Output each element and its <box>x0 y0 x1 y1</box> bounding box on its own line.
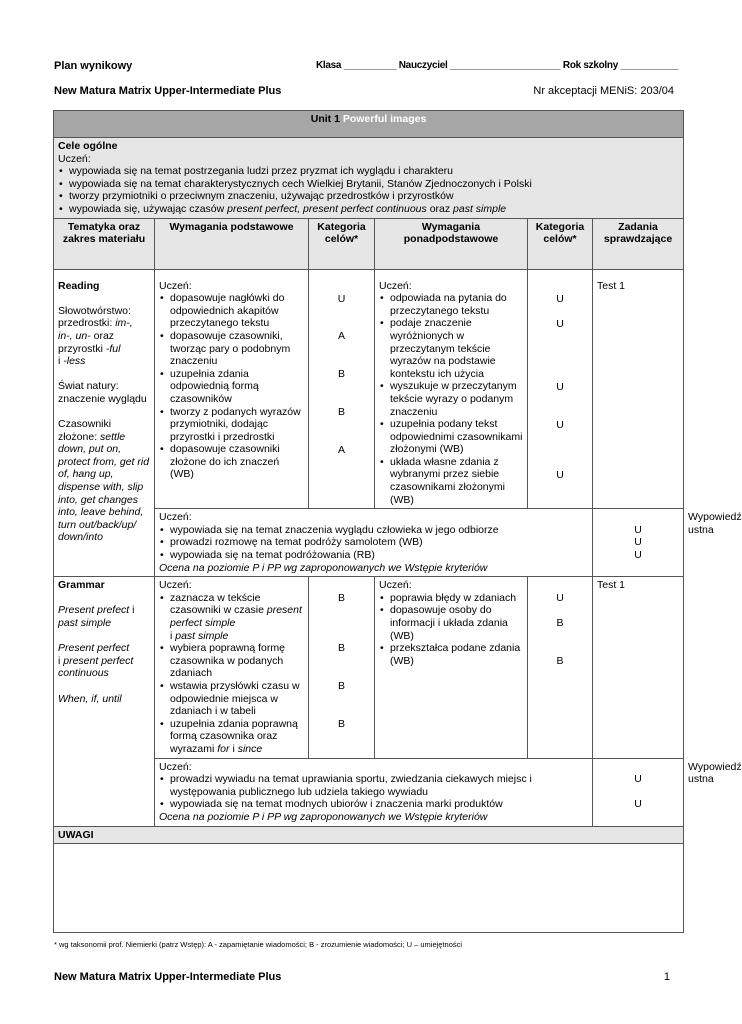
topic-line: i present perfect continuous <box>58 654 134 680</box>
general-goals-row <box>54 138 684 219</box>
goal-item: • wypowiada się na temat charakterystycznych cech Wielkiej Brytanii, Stanów Zjednoczonych i Polski <box>69 178 679 191</box>
speaking1-cell <box>155 509 528 577</box>
topic-line: przedrostki: im-, <box>58 317 133 330</box>
topic-line: przyrostki -ful <box>58 342 121 355</box>
grammar-topic-cell <box>54 577 155 826</box>
basic-intro: Uczeń: <box>159 579 192 592</box>
requirement-item: • uzupełnia podany tekst odpowiednimi czasownikami złożonymi (WB) <box>390 418 523 456</box>
topic-line: down, put on, protect from, get rid of, hang up, dispense with, slip into, get changes into, leave behind, turn out/back/up/ down/into <box>58 443 150 544</box>
requirement-item: • układa własne zdania z wybranymi przez siebie czasownikami złożonymi (WB) <box>390 456 523 506</box>
topic-line: Present perfect <box>58 642 130 655</box>
topic-line: Słowotwórstwo: <box>58 304 131 317</box>
requirement-item: • wybiera poprawną formę czasownika w podanych zdaniach <box>170 642 304 680</box>
topic-line: When, if, until <box>58 692 122 705</box>
grammar-task: Test 1 <box>593 577 684 758</box>
requirement-item: • wstawia przysłówki czasu w odpowiednie miejsca w zdaniach i w tabeli <box>170 680 304 718</box>
reading-basic-category: U A B B A <box>309 269 375 509</box>
remarks-header-row <box>54 826 684 844</box>
speaking1-category: U U U <box>593 509 684 577</box>
approval-number: Nr akceptacji MENiS: 203/04 <box>533 85 674 97</box>
speaking2-category: U U <box>593 758 684 826</box>
requirement-item: • odpowiada na pytania do przeczytanego tekstu <box>390 292 523 317</box>
column-header-row <box>54 218 684 269</box>
remarks-label: UWAGI <box>54 826 684 844</box>
requirement-item: • dopasowuje osoby do informacji i układa zdania (WB) <box>390 604 523 642</box>
reading-topic-title: Reading <box>58 279 100 292</box>
col-tasks-header: Zadania sprawdzające <box>593 218 684 269</box>
unit-header-row <box>54 111 684 138</box>
topic-line: Czasowniki <box>58 418 112 431</box>
requirement-item: • wyszukuje w przeczytanym tekście wyrazy o podanym znaczeniu <box>390 380 523 418</box>
topic-line: znaczenie wyglądu <box>58 392 147 405</box>
grammar-basic-cell <box>155 577 309 758</box>
class-teacher-year-fields: Klasa __________ Nauczyciel _____________________ Rok szkolny ___________ <box>316 60 679 71</box>
requirement-item: • tworzy z podanych wyrazów przymiotniki, dodając przyrostki i przedrostki <box>170 406 304 444</box>
footnote: * wg taksonomii prof. Niemierki (patrz Wstęp): A - zapamiętanie wiadomości; B - zrozumienie wiadomości; U – umiejętności <box>54 940 463 949</box>
topic-line: past simple <box>58 617 112 629</box>
goal-item: • wypowiada się, używając czasów present perfect, present perfect continuous oraz past simple <box>69 203 679 216</box>
goals-heading: Cele ogólne <box>58 140 118 152</box>
remarks-area <box>54 844 684 933</box>
course-name: New Matura Matrix Upper-Intermediate Plus <box>54 85 282 97</box>
unit-title: Powerful images <box>342 113 427 125</box>
extended-intro: Uczeń: <box>379 579 412 592</box>
requirement-item: • wypowiada się na temat znaczenia wyglądu człowieka w jego odbiorze <box>170 524 549 537</box>
col-extended-header: Wymagania ponadpodstawowe <box>375 218 528 269</box>
col-basic-header: Wymagania podstawowe <box>155 218 309 269</box>
col-category-header: Kategoria celów* <box>309 218 375 269</box>
grammar-extended-cell <box>375 577 528 758</box>
goal-item: • wypowiada się na temat postrzegania ludzi przez pryzmat ich wyglądu i charakteru <box>69 165 679 178</box>
col-category2-header: Kategoria celów* <box>528 218 593 269</box>
reading-extended-cell <box>375 269 528 509</box>
requirement-item: • wypowiada się na temat podróżowania (RB) <box>170 549 549 562</box>
requirement-item: • przekształca podane zdania (WB) <box>390 642 523 667</box>
col-topic-header: Tematyka oraz zakres materiału <box>54 218 155 269</box>
topic-line: złożone: settle <box>58 430 126 443</box>
assessment-note: Ocena na poziomie P i PP wg zaproponowanych we Wstępie kryteriów <box>159 810 488 823</box>
grammar-basic-category: B B B B <box>309 577 375 758</box>
results-plan-table <box>53 110 742 933</box>
grammar-topic-title: Grammar <box>58 579 105 592</box>
goals-list <box>58 165 679 215</box>
goal-item: • tworzy przymiotniki o przeciwnym znaczeniu, używając przedrostków i przyrostków <box>69 190 679 203</box>
speaking-row-2: Uczeń: • prowadzi wywiadu na temat uprawiania sportu, zwiedzania ciekawych miejsc i występowania publicznego lub udziela takiego wywiadu • wypowiada się na temat modnych ubiorów i znaczenia marki produktów Ocena na poziomie P i PP wg zaproponowanych we Wstępie kryteriów U U Wypowiedź ustna <box>54 758 684 826</box>
topic-line: Present prefect i <box>58 604 135 617</box>
topic-line: Świat natury: <box>58 380 119 393</box>
requirement-item: • poprawia błędy w zdaniach <box>390 592 523 605</box>
page-number: 1 <box>663 971 670 983</box>
remarks-body-row <box>54 844 684 933</box>
goals-intro: Uczeń: <box>58 152 91 165</box>
speaking2-cell <box>155 758 532 826</box>
extended-intro: Uczeń: <box>379 279 412 292</box>
requirement-item: • zaznacza w tekście czasowniki w czasie present perfect simple i past simple <box>170 592 304 642</box>
assessment-note: Ocena na poziomie P i PP wg zaproponowanych we Wstępie kryteriów <box>159 561 488 574</box>
requirement-item: • dopasowuje czasowniki złożone do ich znaczeń (WB) <box>170 443 304 481</box>
speaking-intro: Uczeń: <box>159 511 192 524</box>
requirement-item: • uzupełnia zdania odpowiednią formą czasowników <box>170 368 304 406</box>
reading-basic-cell <box>155 269 309 509</box>
requirement-item: • podaje znaczenie wyróżnionych w przeczytanym tekście wyrazów na podstawie kontekstu ich użycia <box>390 317 523 380</box>
basic-intro: Uczeń: <box>159 279 192 292</box>
requirement-item: • dopasowuje nagłówki do odpowiednich akapitów przeczytanego tekstu <box>170 292 304 330</box>
requirement-item: • uzupełnia zdania poprawną formą czasownika oraz wyrazami for i since <box>170 718 304 756</box>
topic-line: in-, un- oraz <box>58 329 115 342</box>
topic-line: i -less <box>58 355 86 368</box>
requirement-item: • wypowiada się na temat modnych ubiorów i znaczenia marki produktów <box>170 798 549 811</box>
footer-course-name: New Matura Matrix Upper-Intermediate Plus <box>54 971 282 983</box>
reading-extended-category: U U U U U <box>528 269 593 509</box>
unit-label: Unit 1 <box>310 113 340 125</box>
grammar-row <box>54 577 684 758</box>
speaking-intro: Uczeń: <box>159 760 192 773</box>
requirement-item: • prowadzi wywiadu na temat uprawiania sportu, zwiedzania ciekawych miejsc i występowania publicznego lub udziela takiego wywiadu <box>170 773 549 798</box>
speaking-row-1: Uczeń: • wypowiada się na temat znaczenia wyglądu człowieka w jego odbiorze • prowadzi rozmowę na temat podróży samolotem (WB) • wypowiada się na temat podróżowania (RB) Ocena na poziomie P i PP wg zaproponowanych we Wstępie kryteriów U U U Wypowiedź ustna <box>54 509 684 577</box>
grammar-extended-category: U B B <box>528 577 593 758</box>
reading-task: Test 1 <box>593 269 684 509</box>
requirement-item: • prowadzi rozmowę na temat podróży samolotem (WB) <box>170 536 549 549</box>
reading-row <box>54 269 684 509</box>
requirement-item: • dopasowuje czasowniki, tworząc pary o podobnym znaczeniu <box>170 330 304 368</box>
document-title: Plan wynikowy <box>54 60 133 72</box>
reading-topic-cell <box>54 269 155 577</box>
